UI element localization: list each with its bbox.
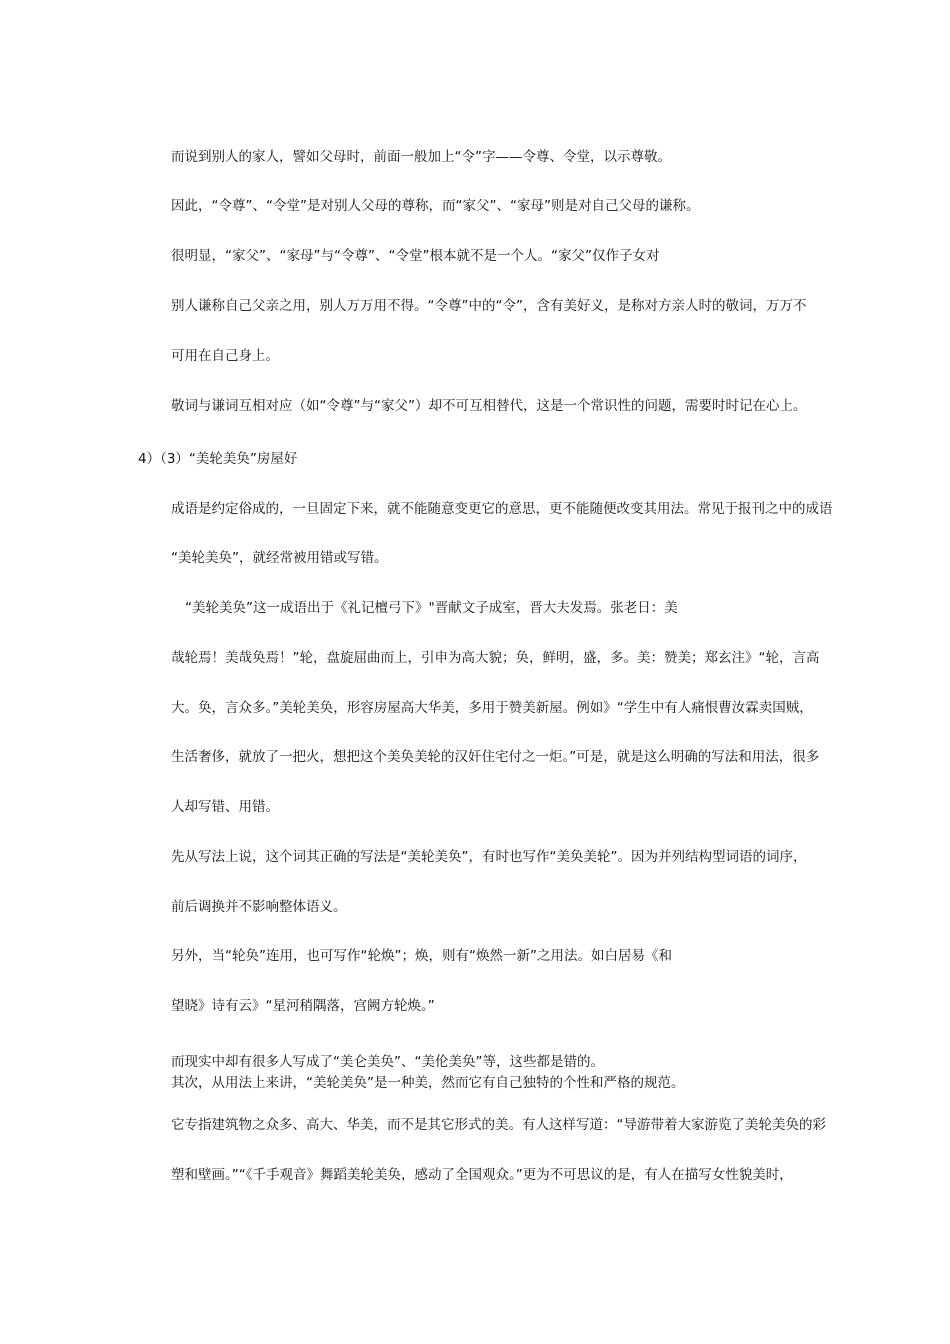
paragraph-line-12: 生活奢侈，就放了一把火，想把这个美奂美轮的汉奸住宅付之一炬。”可是，就是这么明确的写法和用法，很多 [171, 749, 820, 765]
paragraph-line-19: 其次，从用法上来讲，“美轮美奂”是一种美，然而它有自己独特的个性和严格的规范。 [171, 1075, 685, 1091]
paragraph-line-11: 大。奂，言众多。”美轮美奂，形容房屋高大华美，多用于赞美新屋。例如》“学生中有人痛恨曹汝霖卖国贼， [171, 700, 813, 716]
paragraph-line-20: 它专指建筑物之众多、高大、华美，而不是其它形式的美。有人这样写道：“导游带着大家游览了美轮美奂的彩 [171, 1117, 826, 1133]
paragraph-line-6: 敬词与谦词互相对应（如“令尊”与“家父”）却不可互相替代，这是一个常识性的问题，需要时时记在心上。 [171, 398, 807, 414]
paragraph-line-7: 成语是约定俗成的，一旦固定下来，就不能随意变更它的意思，更不能随便改变其用法。常见于报刊之中的成语 [171, 501, 833, 517]
paragraph-line-17: 望晓》诗有云》“星河稍隅落，宫阙方轮焕。” [171, 998, 435, 1014]
paragraph-line-21: 塑和壁画。”“《千手观音》舞蹈美轮美奂，感动了全国观众。”更为不可思议的是，有人在描写女性貌美时， [171, 1167, 793, 1183]
paragraph-line-4: 别人谦称自己父亲之用，别人万万用不得。“令尊”中的“令”，含有美好义，是称对方亲人时的敬词，万万不 [171, 298, 807, 314]
paragraph-line-15: 前后调换并不影响整体语义。 [171, 899, 347, 915]
paragraph-line-13: 人却写错、用错。 [171, 799, 279, 815]
section-heading: 4）（3）“美轮美奂”房屋好 [138, 451, 298, 467]
paragraph-line-9: “美轮美奂”这一成语出于《礼记檀弓下》"晋献文子成室，晋大夫发焉。张老日：美 [185, 600, 678, 616]
paragraph-line-18: 而现实中却有很多人写成了“美仑美奂”、“美伦美奂”等，这些都是错的。 [171, 1054, 604, 1070]
paragraph-line-1: 而说到别人的家人，譬如父母时，前面一般加上“令”字——令尊、令堂，以示尊敬。 [171, 149, 671, 165]
paragraph-line-3: 很明显，“家父”、“家母”与“令尊”、“令堂”根本就不是一个人。“家父”仅作子女对 [171, 248, 660, 264]
paragraph-line-5: 可用在自己身上。 [171, 348, 279, 364]
paragraph-line-16: 另外，当“轮奂”连用，也可写作“轮焕”；焕，则有“焕然一新”之用法。如白居易《和 [171, 948, 672, 964]
paragraph-line-8: “美轮美奂”，就经常被用错或写错。 [171, 550, 388, 566]
paragraph-line-14: 先从写法上说，这个词其正确的写法是“美轮美奂”，有时也写作“美奂美轮”。因为并列结构型词语的词序， [171, 849, 807, 865]
paragraph-line-10: 哉轮焉！美哉奂焉！”轮，盘旋屈曲而上，引申为高大貌；奂，鲜明，盛，多。美：赞美；郑玄注》“轮，言高 [171, 650, 820, 666]
paragraph-line-2: 因此，“令尊”、“令堂”是对别人父母的尊称，而“家父”、“家母”则是对自己父母的谦称。 [171, 198, 700, 214]
